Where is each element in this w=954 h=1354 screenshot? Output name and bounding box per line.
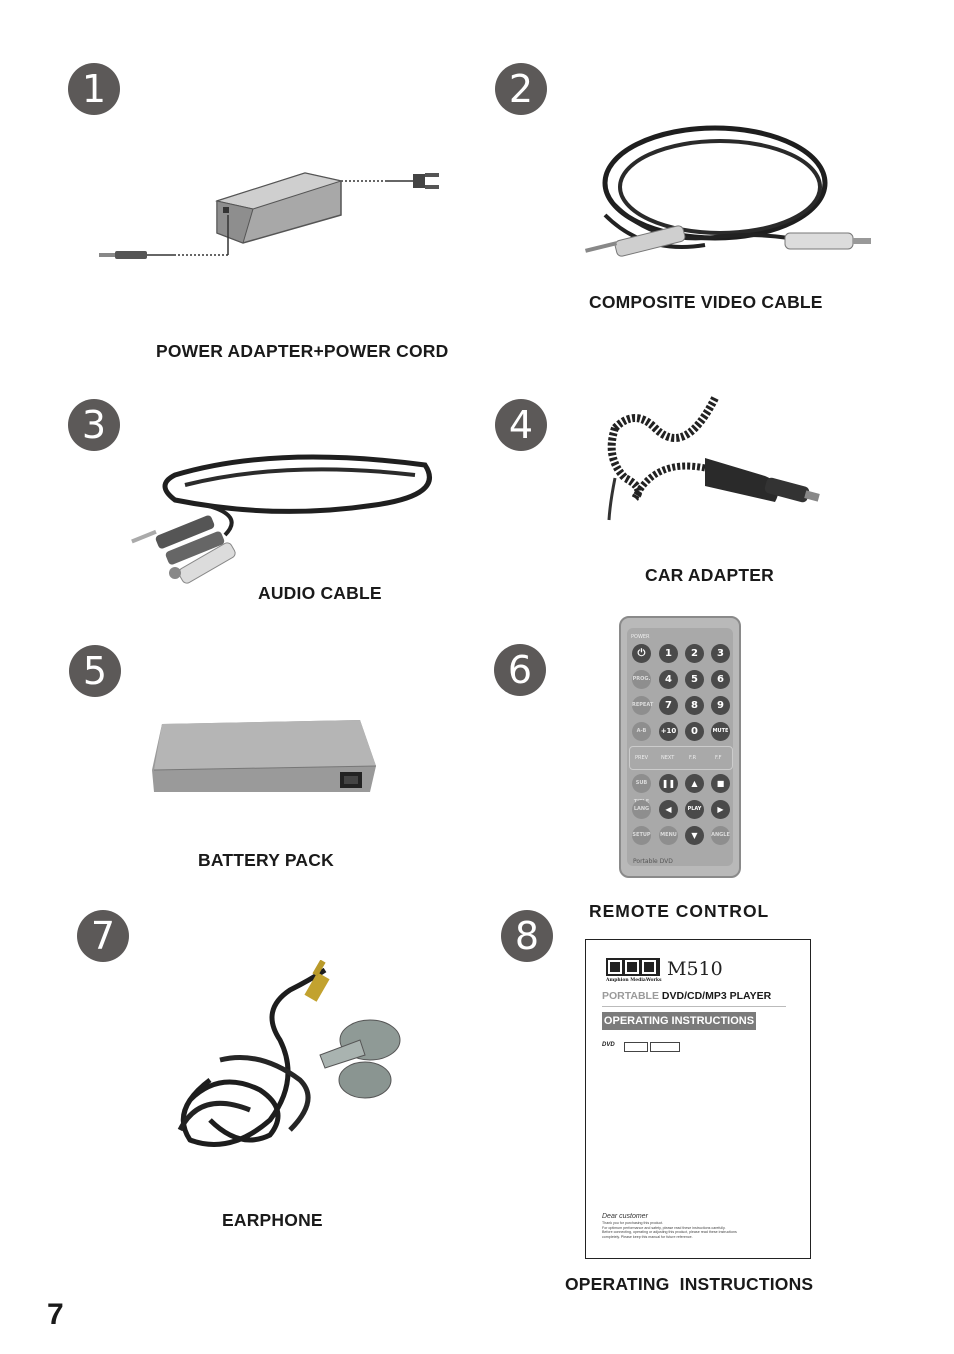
item-caption: AUDIO CABLE bbox=[258, 583, 382, 603]
remote-power-label: POWER bbox=[631, 634, 650, 640]
manual-icon bbox=[585, 939, 811, 1259]
battery-pack-icon bbox=[150, 720, 380, 798]
item-number-badge: 1 bbox=[68, 63, 120, 115]
remote-control-icon bbox=[619, 616, 741, 878]
remote-right-button: ▶ bbox=[711, 800, 730, 819]
item-number-badge: 5 bbox=[69, 645, 121, 697]
remote-side-button: SETUP bbox=[632, 826, 651, 845]
item-number-badge: 6 bbox=[494, 644, 546, 696]
item-caption: REMOTE CONTROL bbox=[589, 901, 770, 921]
remote-digit-button: 2 bbox=[685, 644, 704, 663]
remote-down-button: ▼ bbox=[685, 826, 704, 845]
dvd-logo-icon: DVD bbox=[602, 1042, 615, 1048]
remote-side-button: MENU bbox=[659, 826, 678, 845]
item-number-badge: 7 bbox=[77, 910, 129, 962]
manual-brand: Amphion MediaWorks bbox=[606, 978, 662, 983]
remote-side-button: LANG bbox=[632, 800, 651, 819]
manual-body: Thank you for purchasing this product. For optimum performance and safety, please read these instructions carefully. Before connecting, operating or adjusting this product, please read these instructions completely. Please keep this manual for future reference. bbox=[602, 1221, 737, 1239]
item-caption: OPERATING INSTRUCTIONS bbox=[565, 1274, 814, 1294]
manual-subtitle: PORTABLE DVD/CD/MP3 PLAYER bbox=[602, 990, 772, 1002]
remote-power-button: ⏻ bbox=[632, 644, 651, 663]
composite-video-cable-icon bbox=[575, 115, 880, 275]
remote-left-button: ◀ bbox=[659, 800, 678, 819]
remote-pause-button: ❚❚ bbox=[659, 774, 678, 793]
page-number: 7 bbox=[47, 1298, 64, 1331]
remote-transport-label: PREV bbox=[635, 755, 649, 761]
item-number-badge: 8 bbox=[501, 910, 553, 962]
remote-transport-label: NEXT bbox=[661, 755, 675, 761]
dolby-digital-logo-icon bbox=[650, 1042, 680, 1052]
remote-digit-button: 4 bbox=[659, 670, 678, 689]
remote-side-button: ANGLE bbox=[711, 826, 730, 845]
item-caption: BATTERY PACK bbox=[198, 850, 334, 870]
manual-logo bbox=[606, 958, 660, 976]
remote-digit-button: 6 bbox=[711, 670, 730, 689]
item-number-badge: 3 bbox=[68, 399, 120, 451]
remote-digit-button: 5 bbox=[685, 670, 704, 689]
remote-side-button: REPEAT bbox=[632, 696, 651, 715]
manual-divider bbox=[602, 1006, 786, 1007]
remote-digit-button: +10 bbox=[659, 722, 678, 741]
remote-side-button: A-B bbox=[632, 722, 651, 741]
manual-dear: Dear customer bbox=[602, 1213, 648, 1220]
remote-digit-button: 1 bbox=[659, 644, 678, 663]
remote-play-button: PLAY bbox=[685, 800, 704, 819]
remote-up-button: ▲ bbox=[685, 774, 704, 793]
item-caption: CAR ADAPTER bbox=[645, 565, 774, 585]
remote-digit-button: 0 bbox=[685, 722, 704, 741]
remote-mute-button: MUTE bbox=[711, 722, 730, 741]
item-number-badge: 2 bbox=[495, 63, 547, 115]
item-number-badge: 4 bbox=[495, 399, 547, 451]
car-adapter-icon bbox=[595, 388, 830, 528]
manual-banner: OPERATING INSTRUCTIONS bbox=[602, 1012, 756, 1030]
remote-side-button: PROG. bbox=[632, 670, 651, 689]
power-adapter-icon bbox=[95, 165, 455, 270]
item-caption: COMPOSITE VIDEO CABLE bbox=[589, 292, 823, 312]
remote-brand-text: Portable DVD bbox=[633, 858, 673, 865]
remote-stop-button: ■ bbox=[711, 774, 730, 793]
video-cd-logo-icon bbox=[624, 1042, 648, 1052]
remote-digit-button: 3 bbox=[711, 644, 730, 663]
remote-digit-button: 7 bbox=[659, 696, 678, 715]
remote-digit-button: 9 bbox=[711, 696, 730, 715]
item-caption: POWER ADAPTER+POWER CORD bbox=[156, 341, 449, 361]
manual-model: M510 bbox=[667, 958, 723, 980]
item-caption: EARPHONE bbox=[222, 1210, 323, 1230]
remote-transport-label: F.F bbox=[715, 755, 722, 761]
audio-cable-icon bbox=[125, 445, 445, 600]
earphone-icon bbox=[160, 960, 405, 1160]
remote-transport-label: F.R bbox=[689, 755, 697, 761]
remote-digit-button: 8 bbox=[685, 696, 704, 715]
remote-side-button: SUB bbox=[632, 774, 651, 793]
